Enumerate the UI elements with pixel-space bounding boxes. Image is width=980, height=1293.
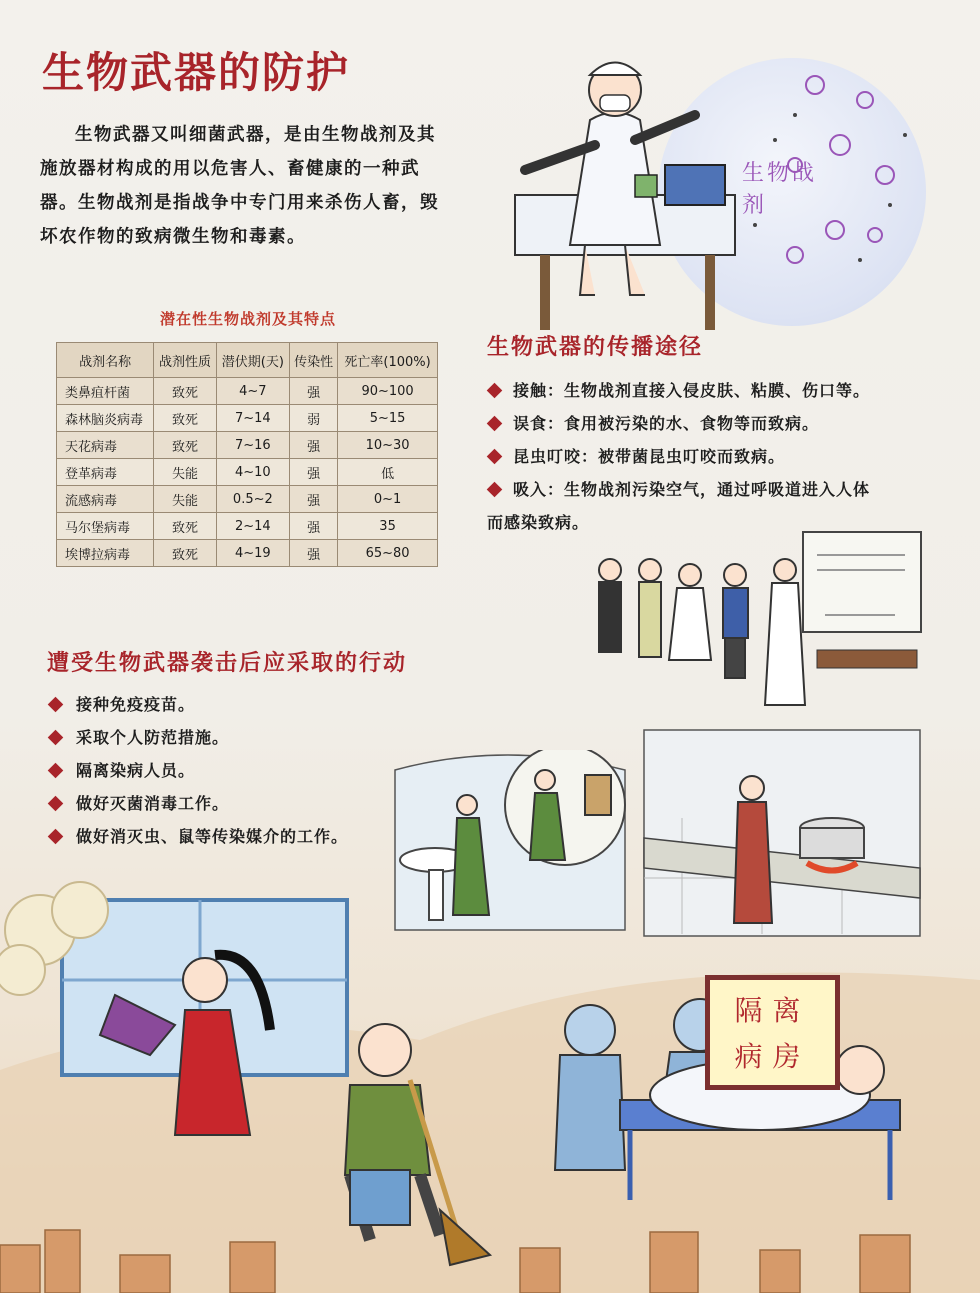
diamond-bullet-icon (487, 482, 503, 498)
cell-incubation: 7~16 (216, 432, 289, 459)
cell-contagion: 强 (290, 459, 338, 486)
cell-name: 流感病毒 (57, 486, 154, 513)
cell-incubation: 4~19 (216, 540, 289, 567)
cell-mortality: 10~30 (338, 432, 438, 459)
cell-contagion: 强 (290, 540, 338, 567)
diamond-bullet-icon (48, 796, 64, 812)
cell-nature: 失能 (154, 459, 216, 486)
spread-item-text: 昆虫叮咬：被带菌昆虫叮咬而致病。 (513, 447, 786, 466)
cell-mortality: 65~80 (338, 540, 438, 567)
cell-mortality: 35 (338, 513, 438, 540)
cell-contagion: 强 (290, 486, 338, 513)
table-caption: 潜在性生物战剂及其特点 (159, 310, 336, 328)
cell-name: 森林脑炎病毒 (57, 405, 154, 432)
header-agent-nature: 战剂性质 (154, 343, 216, 378)
cell-nature: 致死 (154, 405, 216, 432)
ward-sign-line2: 病房 (734, 1040, 811, 1073)
header-incubation: 潜伏期(天) (216, 343, 289, 378)
cell-incubation: 7~14 (216, 405, 289, 432)
vaccination-queue-illustration (585, 530, 925, 710)
cell-mortality: 0~1 (338, 486, 438, 513)
isolation-ward-sign (705, 975, 840, 1090)
list-item (48, 754, 428, 787)
cell-contagion: 弱 (290, 405, 338, 432)
cell-nature: 致死 (154, 540, 216, 567)
list-item (487, 407, 947, 440)
cell-nature: 致死 (154, 432, 216, 459)
table-row (57, 459, 438, 486)
actions-list (48, 688, 428, 853)
cell-incubation: 4~10 (216, 459, 289, 486)
diamond-bullet-icon (487, 416, 503, 432)
spread-heading: 生物武器的传播途径 (487, 335, 704, 360)
cell-name: 埃博拉病毒 (57, 540, 154, 567)
cell-incubation: 0.5~2 (216, 486, 289, 513)
list-item (487, 374, 947, 407)
list-item (48, 820, 428, 853)
table-row (57, 513, 438, 540)
list-item (487, 473, 947, 506)
action-item-text: 做好灭菌消毒工作。 (76, 794, 230, 813)
action-item-text: 隔离染病人员。 (76, 761, 196, 780)
cell-contagion: 强 (290, 432, 338, 459)
bio-agents-table (56, 342, 438, 567)
cell-contagion: 强 (290, 378, 338, 405)
actions-heading: 遭受生物武器袭击后应采取的行动 (47, 651, 408, 676)
action-item-text: 做好消灭虫、鼠等传染媒介的工作。 (76, 827, 349, 846)
bubble-label: 生物战剂 (742, 161, 818, 218)
cell-contagion: 强 (290, 513, 338, 540)
doctor-with-microscope-illustration (495, 45, 935, 335)
cell-incubation: 4~7 (216, 378, 289, 405)
cell-mortality: 90~100 (338, 378, 438, 405)
page-title: 生物武器的防护 (42, 48, 351, 97)
cell-nature: 致死 (154, 378, 216, 405)
cell-nature: 致死 (154, 513, 216, 540)
spread-item-text: 误食：食用被污染的水、食物等而致病。 (513, 414, 820, 433)
ward-sign-line1: 隔离 (734, 994, 811, 1027)
spread-item-text: 接触：生物战剂直接入侵皮肤、粘膜、伤口等。 (513, 381, 871, 400)
cell-name: 类鼻疽杆菌 (57, 378, 154, 405)
header-contagiousness: 传染性 (290, 343, 338, 378)
spread-item-text: 吸入：生物战剂污染空气，通过呼吸道进入人体 (513, 480, 871, 499)
diamond-bullet-icon (487, 383, 503, 399)
intro-paragraph: 生物武器又叫细菌武器，是由生物战剂及其施放器材构成的用以危害人、畜健康的一种武器。生物战剂是指战争中专门用来杀伤人畜，毁坏农作物的致病微生物和毒素。 (40, 125, 439, 247)
header-agent-name: 战剂名称 (57, 343, 154, 378)
cell-name: 马尔堡病毒 (57, 513, 154, 540)
table-row (57, 486, 438, 513)
list-item (487, 440, 947, 473)
spread-list (487, 374, 947, 539)
header-mortality: 死亡率(100%) (338, 343, 438, 378)
cell-name: 天花病毒 (57, 432, 154, 459)
table-row (57, 540, 438, 567)
list-item (48, 787, 428, 820)
diamond-bullet-icon (48, 763, 64, 779)
diamond-bullet-icon (48, 730, 64, 746)
cell-incubation: 2~14 (216, 513, 289, 540)
cell-mortality: 低 (338, 459, 438, 486)
table-row (57, 405, 438, 432)
diamond-bullet-icon (487, 449, 503, 465)
table-header-row (57, 343, 438, 378)
list-item (48, 721, 428, 754)
diamond-bullet-icon (48, 829, 64, 845)
table-row (57, 378, 438, 405)
list-item-continuation: 而感染致病。 (487, 513, 590, 532)
action-item-text: 接种免疫疫苗。 (76, 695, 196, 714)
diamond-bullet-icon (48, 697, 64, 713)
table-row (57, 432, 438, 459)
cell-mortality: 5~15 (338, 405, 438, 432)
list-item (48, 688, 428, 721)
action-item-text: 采取个人防范措施。 (76, 728, 230, 747)
cell-nature: 失能 (154, 486, 216, 513)
cell-name: 登革病毒 (57, 459, 154, 486)
